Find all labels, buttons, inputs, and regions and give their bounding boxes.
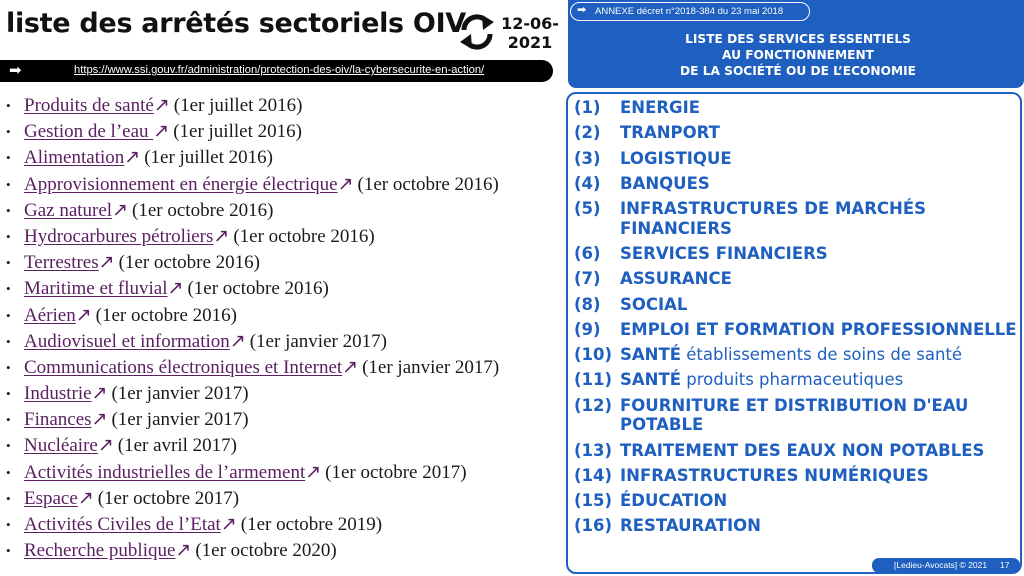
refresh-icon <box>456 10 498 54</box>
service-label: EMPLOI ET FORMATION PROFESSIONNELLE <box>620 319 1017 339</box>
annex-title-line-3: DE LA SOCIÉTÉ OU DE L’ECONOMIE <box>680 64 916 78</box>
bullet: • <box>6 359 11 375</box>
sector-link[interactable]: Industrie <box>24 383 92 405</box>
list-item <box>6 355 566 381</box>
bullet: • <box>6 412 11 428</box>
service-text <box>620 123 720 143</box>
list-item <box>6 486 566 512</box>
footer-badge <box>872 558 1020 573</box>
sector-date: (1er avril 2017) <box>117 435 237 457</box>
bullet: • <box>6 202 11 218</box>
external-link-icon[interactable]: ↗ <box>213 225 230 247</box>
bullet: • <box>6 464 11 480</box>
list-item <box>6 538 566 564</box>
service-number: (4) <box>574 173 601 193</box>
external-link-icon[interactable]: ↗ <box>342 356 359 378</box>
external-link-icon[interactable]: ↗ <box>112 199 129 221</box>
external-link-icon[interactable]: ↗ <box>124 147 141 169</box>
external-link-icon[interactable]: ↗ <box>153 121 170 143</box>
list-item <box>6 224 566 250</box>
source-url-bar <box>0 60 553 82</box>
service-text <box>620 516 761 536</box>
sector-decree-list <box>6 93 566 564</box>
service-text <box>620 491 727 511</box>
service-number: (9) <box>574 319 601 339</box>
service-text <box>620 269 732 289</box>
service-item <box>574 320 1020 340</box>
bullet: • <box>6 386 11 402</box>
service-text <box>620 320 1017 340</box>
service-label: SANTÉ <box>620 370 681 390</box>
external-link-icon[interactable]: ↗ <box>75 304 92 326</box>
sector-date: (1er octobre 2017) <box>97 487 240 509</box>
sector-link[interactable]: Hydrocarbures pétroliers <box>24 225 214 247</box>
service-label: FOURNITURE ET DISTRIBUTION D'EAU POTABLE <box>620 395 969 435</box>
service-number: (14) <box>574 465 613 485</box>
sector-link[interactable]: Aérien <box>24 304 76 326</box>
list-item <box>6 329 566 355</box>
bullet: • <box>6 176 11 192</box>
sector-date: (1er octobre 2017) <box>325 461 467 483</box>
service-item <box>574 98 1020 118</box>
service-number: (1) <box>574 98 601 117</box>
service-text <box>620 295 687 315</box>
sector-link[interactable]: Maritime et fluvial <box>24 278 168 300</box>
external-link-icon[interactable]: ↗ <box>77 487 94 509</box>
service-number: (5) <box>574 199 601 219</box>
bullet: • <box>6 438 11 454</box>
service-text <box>620 149 732 169</box>
external-link-icon[interactable]: ↗ <box>91 383 108 405</box>
list-item <box>6 512 566 538</box>
list-item <box>6 145 566 171</box>
bullet: • <box>6 490 11 506</box>
annex-decree-pill <box>570 2 810 21</box>
service-text <box>620 466 929 486</box>
sector-link[interactable]: Communications électroniques et Internet <box>24 356 343 378</box>
sector-date: (1er janvier 2017) <box>111 383 249 405</box>
service-label: INFRASTRUCTURES NUMÉRIQUES <box>620 465 929 485</box>
service-text <box>620 396 1020 435</box>
service-number: (13) <box>574 440 613 460</box>
service-label: INFRASTRUCTURES DE MARCHÉS FINANCIERS <box>620 199 926 238</box>
list-item <box>6 172 566 198</box>
page-number: 17 <box>1000 560 1010 570</box>
sector-link[interactable]: Finances <box>24 409 92 431</box>
sector-link[interactable]: Terrestres <box>24 252 99 274</box>
external-link-icon[interactable]: ↗ <box>220 514 237 535</box>
service-item <box>574 199 1020 238</box>
external-link-icon[interactable]: ↗ <box>305 461 322 483</box>
service-detail: établissements de soins de santé <box>681 345 963 365</box>
annex-title-line-2: AU FONCTIONNEMENT <box>722 48 874 62</box>
service-text <box>620 441 984 461</box>
service-item <box>574 123 1020 143</box>
service-label: RESTAURATION <box>620 516 761 536</box>
list-item <box>6 119 566 145</box>
list-item <box>6 381 566 407</box>
service-label: SOCIAL <box>620 294 688 314</box>
service-number: (10) <box>574 345 613 365</box>
sector-link[interactable]: Recherche publique <box>24 540 176 562</box>
sector-link[interactable]: Audiovisuel et information <box>24 330 230 352</box>
date-line-2: 2021 <box>507 33 553 52</box>
service-text <box>620 174 710 194</box>
page-title: liste des arrêtés sectoriels OIV <box>6 8 466 39</box>
source-url-link[interactable]: https://www.ssi.gouv.fr/administration/protection-des-oiv/la-cybersecurite-en-action/ <box>74 64 485 76</box>
service-label: SERVICES FINANCIERS <box>620 243 828 263</box>
service-label: BANQUES <box>620 173 710 193</box>
sector-date: (1er octobre 2016) <box>187 278 329 300</box>
bullet: • <box>6 150 11 166</box>
external-link-icon[interactable]: ↗ <box>175 540 192 562</box>
sector-date: (1er octobre 2016) <box>118 252 260 274</box>
service-text <box>620 345 962 365</box>
external-link-icon[interactable]: ↗ <box>91 409 108 431</box>
service-number: (7) <box>574 269 601 289</box>
service-item <box>574 174 1020 194</box>
service-text <box>620 370 903 390</box>
list-item <box>6 276 566 302</box>
right-arrow-icon: ➡ <box>9 61 22 79</box>
sector-date: (1er janvier 2017) <box>111 409 249 431</box>
service-number: (6) <box>574 243 601 263</box>
service-number: (11) <box>574 370 613 390</box>
service-label: ASSURANCE <box>620 269 732 289</box>
sector-link[interactable]: Nucléaire <box>24 435 98 457</box>
essential-services-list <box>574 98 1020 542</box>
service-label: LOGISTIQUE <box>620 148 732 168</box>
bullet: • <box>6 543 11 559</box>
service-number: (3) <box>574 148 601 168</box>
bullet: • <box>6 228 11 244</box>
service-label: SANTÉ <box>620 345 681 365</box>
service-text <box>620 244 828 264</box>
service-item <box>574 269 1020 289</box>
sector-date: (1er juillet 2016) <box>173 121 302 143</box>
service-label: ÉDUCATION <box>620 491 728 511</box>
sector-link[interactable]: Approvisionnement en énergie électrique <box>24 173 338 195</box>
sector-link[interactable]: Gaz naturel <box>24 199 113 221</box>
external-link-icon[interactable]: ↗ <box>98 252 115 274</box>
sector-date: (1er octobre 2019) <box>240 514 383 535</box>
annex-title-line-1: LISTE DES SERVICES ESSENTIELS <box>685 32 911 46</box>
service-detail: produits pharmaceutiques <box>681 370 904 390</box>
list-item <box>6 93 566 119</box>
copyright-text: [Ledieu-Avocats] © 2021 <box>894 560 988 570</box>
date-line-1: 12-06- <box>501 14 559 33</box>
right-arrow-icon: ➡ <box>577 3 587 16</box>
service-number: (2) <box>574 123 601 143</box>
service-text <box>620 98 700 118</box>
service-number: (12) <box>574 395 613 415</box>
bullet: • <box>6 124 11 140</box>
service-label: ENERGIE <box>620 98 701 117</box>
service-item <box>574 295 1020 315</box>
sector-date: (1er janvier 2017) <box>362 356 500 378</box>
service-number: (16) <box>574 516 613 536</box>
bullet: • <box>6 333 11 349</box>
external-link-icon[interactable]: ↗ <box>153 95 170 116</box>
service-item <box>574 396 1020 435</box>
bullet: • <box>6 517 11 532</box>
sector-date: (1er juillet 2016) <box>173 95 303 116</box>
service-item <box>574 244 1020 264</box>
sector-link[interactable]: Gestion de l’eau <box>24 121 154 143</box>
service-item <box>574 516 1020 536</box>
sector-link[interactable]: Alimentation <box>24 147 125 169</box>
annex-decree-label: ANNEXE décret n°2018-384 du 23 mai 2018 <box>595 6 784 17</box>
annex-title <box>628 31 968 79</box>
sector-date: (1er octobre 2016) <box>233 225 375 247</box>
list-item <box>6 198 566 224</box>
list-item <box>6 433 566 459</box>
external-link-icon[interactable]: ↗ <box>337 173 354 195</box>
list-item <box>6 250 566 276</box>
bullet: • <box>6 255 11 271</box>
sector-date: (1er janvier 2017) <box>249 330 387 352</box>
sector-link[interactable]: Activités industrielles de l’armement <box>24 461 306 483</box>
update-date <box>499 14 561 52</box>
service-item <box>574 345 1020 365</box>
service-item <box>574 491 1020 511</box>
external-link-icon[interactable]: ↗ <box>167 278 184 300</box>
bullet: • <box>6 281 11 297</box>
service-label: TRANPORT <box>620 123 720 143</box>
sector-date: (1er juillet 2016) <box>144 147 273 169</box>
bullet: • <box>6 307 11 323</box>
sector-date: (1er octobre 2016) <box>357 173 499 195</box>
list-item <box>6 407 566 433</box>
sector-link[interactable]: Espace <box>24 487 78 509</box>
list-item <box>6 460 566 486</box>
service-item <box>574 441 1020 461</box>
service-number: (15) <box>574 491 613 511</box>
external-link-icon[interactable]: ↗ <box>229 330 246 352</box>
sector-date: (1er octobre 2016) <box>95 304 238 326</box>
service-label: TRAITEMENT DES EAUX NON POTABLES <box>620 440 985 460</box>
service-number: (8) <box>574 294 601 314</box>
external-link-icon[interactable]: ↗ <box>97 435 114 457</box>
sector-date: (1er octobre 2016) <box>132 199 274 221</box>
service-item <box>574 370 1020 390</box>
service-item <box>574 149 1020 169</box>
list-item <box>6 303 566 329</box>
sector-date: (1er octobre 2020) <box>195 540 337 562</box>
sector-link[interactable]: Produits de santé <box>24 95 154 116</box>
service-text <box>620 199 1020 238</box>
sector-link[interactable]: Activités Civiles de l’Etat <box>24 514 221 535</box>
bullet: • <box>6 98 11 113</box>
service-item <box>574 466 1020 486</box>
